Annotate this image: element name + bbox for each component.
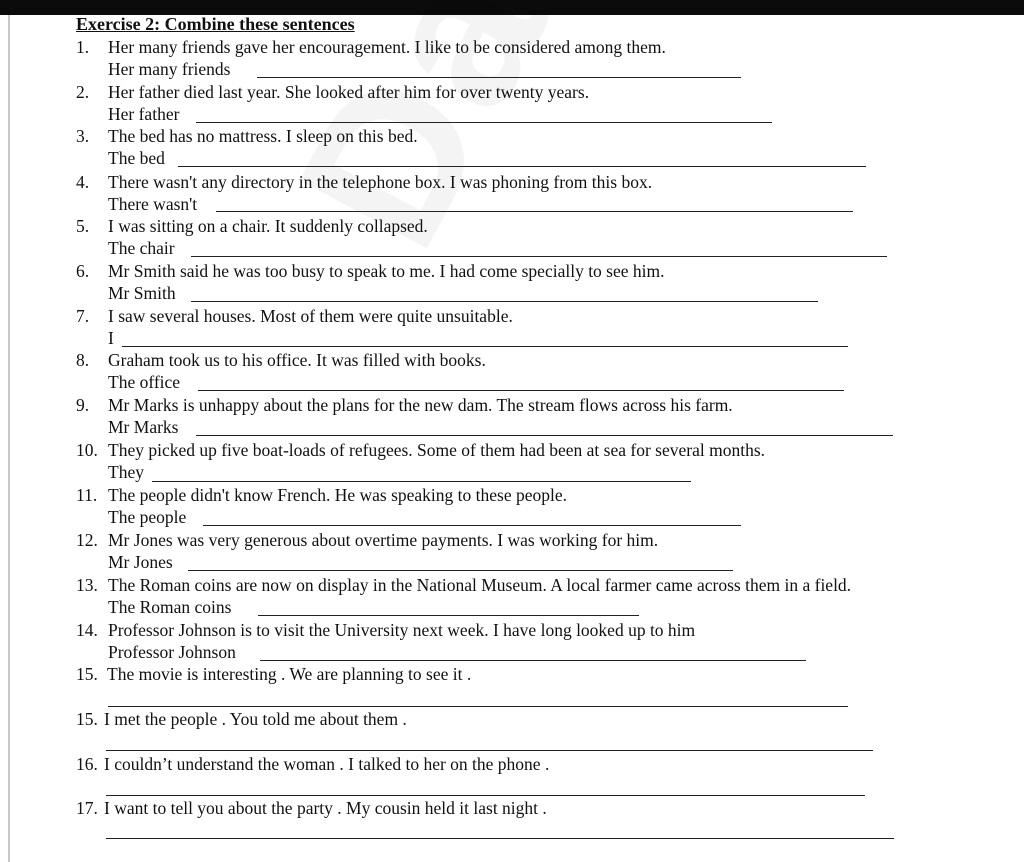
item-stem: Professor Johnson (108, 642, 236, 662)
item-sentence: Professor Johnson is to visit the University next week. I have long looked up to him (108, 620, 696, 640)
answer-blank[interactable] (178, 166, 866, 167)
answer-blank[interactable] (152, 481, 691, 482)
item-number: 15. (76, 709, 98, 729)
item-sentence: Mr Marks is unhappy about the plans for the new dam. The stream flows across his farm. (108, 395, 733, 415)
item-number: 14. (76, 620, 98, 640)
exercise-heading: Exercise 2: Combine these sentences (76, 14, 355, 34)
answer-blank[interactable] (260, 660, 806, 661)
item-sentence: The people didn't know French. He was speaking to these people. (108, 485, 568, 505)
item-stem: The Roman coins (108, 597, 232, 617)
item-stem: Mr Jones (108, 552, 173, 572)
item-sentence: Mr Jones was very generous about overtime payments. I was working for him. (108, 530, 659, 550)
item-sentence: The movie is interesting . We are planning to see it . (107, 664, 472, 684)
item-stem: Mr Marks (108, 417, 179, 437)
item-number: 15. (76, 664, 98, 684)
item-stem: Mr Smith (108, 283, 176, 303)
item-number: 17. (76, 798, 98, 818)
item-number: 4. (76, 172, 90, 192)
answer-blank[interactable] (216, 211, 853, 212)
item-number: 5. (76, 216, 90, 236)
item-sentence: Graham took us to his office. It was filled with books. (108, 350, 486, 370)
answer-blank[interactable] (198, 390, 844, 391)
item-stem: I (108, 328, 114, 348)
item-sentence: I want to tell you about the party . My cousin held it last night . (104, 798, 547, 818)
answer-blank[interactable] (257, 77, 741, 78)
answer-blank[interactable] (106, 750, 873, 751)
item-sentence: Mr Smith said he was too busy to speak to me. I had come specially to see him. (108, 261, 665, 281)
item-stem: There wasn't (108, 194, 198, 214)
item-sentence: They picked up five boat-loads of refugees. Some of them had been at sea for several months. (108, 440, 766, 460)
answer-blank[interactable] (258, 615, 639, 616)
item-stem: They (108, 462, 144, 482)
item-sentence: The bed has no mattress. I sleep on this bed. (108, 126, 418, 146)
item-sentence: I couldn’t understand the woman . I talked to her on the phone . (104, 754, 550, 774)
answer-blank[interactable] (191, 301, 818, 302)
answer-blank[interactable] (191, 256, 887, 257)
item-number: 9. (76, 395, 90, 415)
item-sentence: There wasn't any directory in the telephone box. I was phoning from this box. (108, 172, 653, 192)
item-stem: The office (108, 372, 181, 392)
item-stem: Her many friends (108, 59, 231, 79)
item-number: 16. (76, 754, 98, 774)
item-number: 1. (76, 37, 90, 57)
item-stem: The chair (108, 238, 175, 258)
item-number: 8. (76, 350, 90, 370)
item-stem: Her father (108, 104, 180, 124)
answer-blank[interactable] (106, 838, 894, 839)
item-stem: The bed (108, 148, 165, 168)
answer-blank[interactable] (196, 122, 772, 123)
answer-blank[interactable] (108, 706, 848, 707)
item-sentence: I met the people . You told me about them . (104, 709, 407, 729)
item-sentence: Her many friends gave her encouragement. I like to be considered among them. (108, 37, 666, 57)
item-number: 7. (76, 306, 90, 326)
item-number: 10. (76, 440, 98, 460)
answer-blank[interactable] (203, 525, 741, 526)
item-stem: The people (108, 507, 187, 527)
item-number: 11. (76, 485, 98, 505)
answer-blank[interactable] (106, 795, 865, 796)
answer-blank[interactable] (122, 346, 848, 347)
item-number: 12. (76, 530, 98, 550)
item-number: 13. (76, 575, 98, 595)
item-number: 3. (76, 126, 90, 146)
item-number: 6. (76, 261, 90, 281)
answer-blank[interactable] (188, 570, 733, 571)
item-sentence: I saw several houses. Most of them were quite unsuitable. (108, 306, 513, 326)
answer-blank[interactable] (196, 435, 893, 436)
item-sentence: I was sitting on a chair. It suddenly collapsed. (108, 216, 428, 236)
item-sentence: The Roman coins are now on display in the National Museum. A local farmer came across them in a field. (108, 575, 852, 595)
item-number: 2. (76, 82, 90, 102)
item-sentence: Her father died last year. She looked after him for over twenty years. (108, 82, 590, 102)
page-margin-rule (8, 15, 10, 862)
